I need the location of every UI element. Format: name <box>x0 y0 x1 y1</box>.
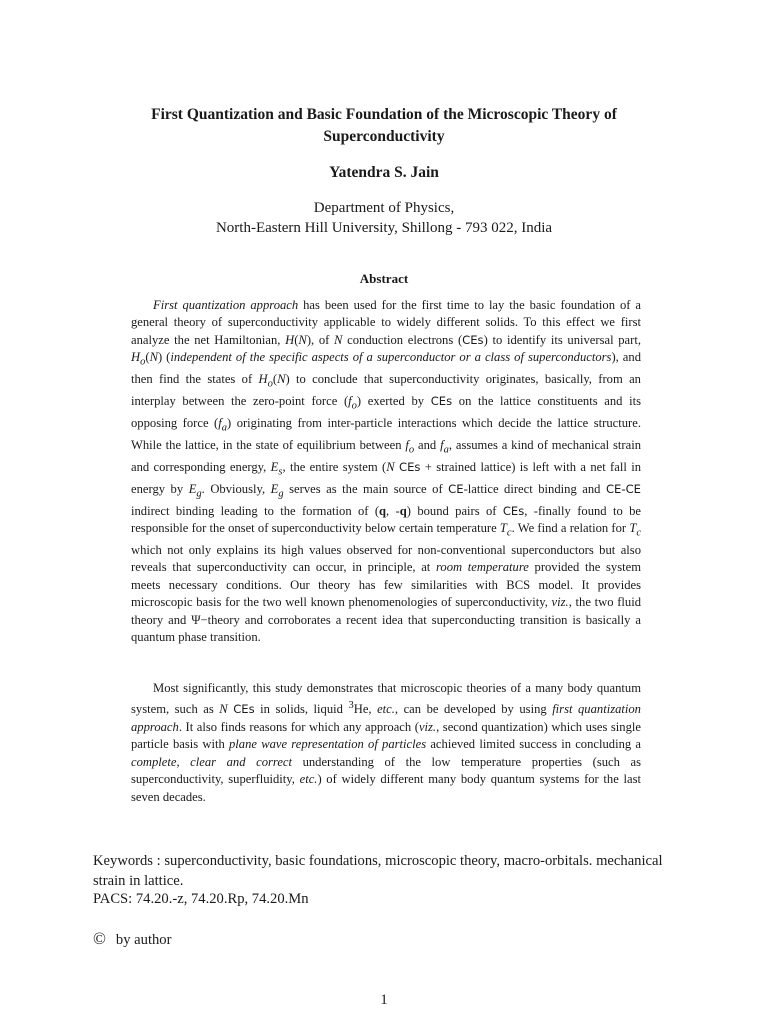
affiliation <box>0 198 768 238</box>
affiliation-line-1: Department of Physics, <box>313 200 455 216</box>
page-number: 1 <box>380 992 388 1008</box>
keywords: Keywords : superconductivity, basic foundations, microscopic theory, macro-orbitals. mechanical strain in lattice. <box>93 853 663 889</box>
abstract-paragraph-2: Most significantly, this study demonstrates that microscopic theories of a many body quantum system, such as N CEs in solids, liquid $^3$He, etc., can be developed by using first quantization approach. It also finds reasons for which any approach (viz., second quantization) which uses single particle basis with plane wave representation of particles achieved limited success in concluding a complete, clear and correct understanding of the low temperature properties (such as superconductivity, superfluidity, etc.) of widely different many body quantum systems for the last seven decades. <box>131 681 641 804</box>
abstract-paragraph-1: First quantization approach has been used for the first time to lay the basic foundation of a general theory of superconductivity applicable to widely different solids. To this effect we first analyze the net Hamiltonian, H(N), of N conduction electrons (CEs) to identify its universal part, $H_o(N)$ (independent of the specific aspects of a superconductor or a class of superconductors), and then find the states of $H_o(N)$ to conclude that superconductivity originates, basically, from an interplay between the zero-point force $(f_o)$ exerted by CEs on the lattice constituents and its opposing force $(f_a)$ originating from inter-particle interactions which decide the lattice structure. While the lattice, in the state of equilibrium between $f_o$ and $f_a$, assumes a kind of mechanical strain and corresponding energy, $E_s$, the entire system (N CEs + strained lattice) is left with a net fall in energy by $E_g$. Obviously, $E_g$ serves as the main source of CE-lattice direct binding and CE-CE indirect binding leading to the formation of (q, -q) bound pairs of CEs, -finally found to be responsible for the onset of superconductivity below certain temperature $T_c$. We find a relation for $T_c$ which not only explains its high values observed for non-conventional superconductors but also reveals that superconductivity can occur, in principle, at room temperature provided the system meets necessary conditions. Our theory has few similarities with BCS model. It provides microscopic basis for the two well known phenomenologies of superconductivity, viz., the two fluid theory and Ψ−theory and corroborates a recent idea that superconducting transition is basically a quantum phase transition. <box>131 298 642 645</box>
copyright-icon: © <box>93 929 106 948</box>
copyright-text: by author <box>115 932 172 948</box>
author-name: Yatendra S. Jain <box>329 164 439 181</box>
paper-title: First Quantization and Basic Foundation of the Microscopic Theory of Superconductivity <box>151 106 617 145</box>
copyright-line <box>93 929 171 949</box>
pacs-codes: PACS: 74.20.-z, 74.20.Rp, 74.20.Mn <box>93 891 309 907</box>
affiliation-line-2: North-Eastern Hill University, Shillong - 793 022, India <box>215 220 553 236</box>
abstract-heading: Abstract <box>359 271 409 286</box>
